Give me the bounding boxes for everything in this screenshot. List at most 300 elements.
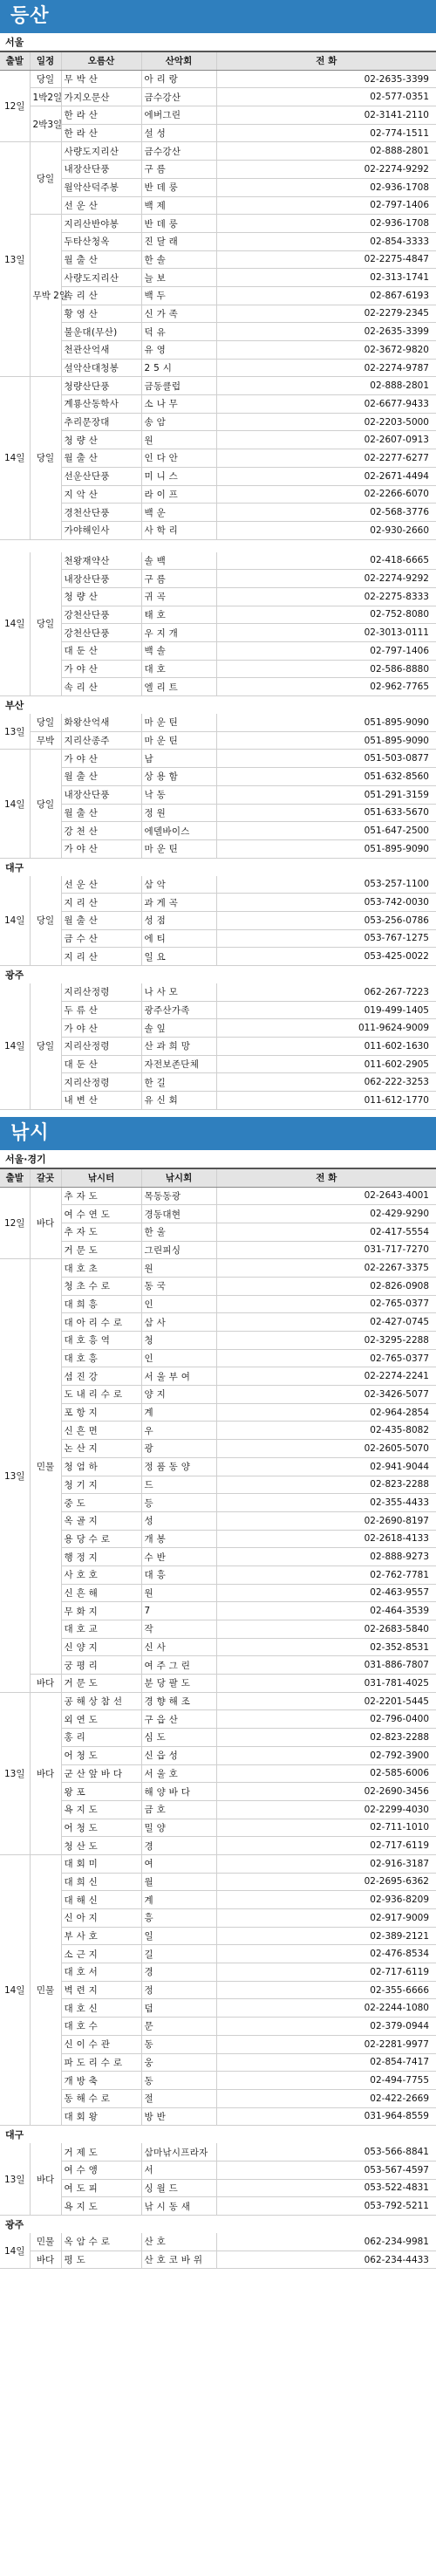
destination-cell: 사 호 호: [61, 1565, 141, 1584]
club-cell: 계: [141, 1891, 216, 1909]
phone-cell: 02-2274-2241: [216, 1367, 436, 1386]
header-cell: 산악회: [141, 51, 216, 70]
phone-cell: 02-2274-9787: [216, 359, 436, 377]
phone-cell: 02-2671-4494: [216, 467, 436, 485]
table-row: [0, 431, 436, 449]
destination-cell: 지 리 산: [61, 948, 141, 966]
date-cell: 14일: [0, 1854, 30, 2125]
destination-cell: 월 출 산: [61, 804, 141, 822]
destination-cell: 소 근 지: [61, 1945, 141, 1963]
club-cell: 라 이 프: [141, 485, 216, 504]
schedule-cell: 바다: [30, 1692, 61, 1854]
date-cell: 14일: [0, 750, 30, 858]
date-cell: 12일: [0, 70, 30, 142]
club-cell: 수 반: [141, 1548, 216, 1566]
destination-cell: 지리산종주: [61, 731, 141, 750]
table-row: [0, 1800, 436, 1819]
destination-cell: 지리산정령: [61, 983, 141, 1001]
phone-cell: 02-2299-4030: [216, 1800, 436, 1819]
destination-cell: 가 야 산: [61, 839, 141, 858]
destination-cell: 두 류 산: [61, 1001, 141, 1019]
table-row: [0, 1891, 436, 1909]
phone-cell: 02-355-6666: [216, 1981, 436, 1999]
phone-cell: 062-267-7223: [216, 983, 436, 1001]
phone-cell: 02-2266-6070: [216, 485, 436, 504]
table-row: [0, 731, 436, 750]
schedule-cell: 2박3일: [30, 106, 61, 142]
club-cell: 월: [141, 1873, 216, 1891]
club-cell: 동: [141, 2072, 216, 2090]
table-row: [0, 1764, 436, 1783]
schedule-cell: 당일: [30, 750, 61, 858]
club-cell: 신 사: [141, 1638, 216, 1656]
club-cell: 과 게 곡: [141, 894, 216, 912]
phone-cell: 053-767-1275: [216, 929, 436, 948]
club-cell: 자전보존단체: [141, 1055, 216, 1073]
club-cell: 반 데 룽: [141, 215, 216, 233]
table-row: [0, 2251, 436, 2269]
destination-cell: 천관산억새: [61, 341, 141, 360]
club-cell: 백 제: [141, 196, 216, 215]
table-row: [0, 2018, 436, 2036]
destination-cell: 대 호 교: [61, 1620, 141, 1639]
destination-cell: 화왕산억새: [61, 714, 141, 731]
destination-cell: 가야해인사: [61, 521, 141, 539]
phone-cell: 02-2275-4847: [216, 250, 436, 269]
phone-cell: 02-888-2801: [216, 377, 436, 395]
table-row: [0, 1819, 436, 1837]
table-row: [0, 1981, 436, 1999]
club-cell: 서 울 호: [141, 1764, 216, 1783]
destination-cell: 홍 리: [61, 1729, 141, 1747]
club-cell: 한 울: [141, 1223, 216, 1241]
club-cell: 반 데 룽: [141, 178, 216, 196]
club-cell: 아 리 랑: [141, 70, 216, 88]
table-row: [0, 839, 436, 858]
table-row: [0, 785, 436, 804]
schedule-cell: 민물: [30, 1854, 61, 2125]
club-cell: 산 과 희 망: [141, 1038, 216, 1056]
club-cell: 솔 백: [141, 552, 216, 570]
phone-cell: 02-2605-5070: [216, 1440, 436, 1458]
destination-cell: 대 회 왕: [61, 2107, 141, 2126]
club-cell: 계: [141, 1403, 216, 1422]
table-row: [0, 2161, 436, 2179]
destination-cell: 청 량 산: [61, 431, 141, 449]
club-cell: 일 요: [141, 948, 216, 966]
phone-cell: 02-823-2288: [216, 1476, 436, 1494]
phone-cell: 051-632-8560: [216, 768, 436, 786]
phone-cell: 02-888-9273: [216, 1548, 436, 1566]
club-cell: 구 름: [141, 161, 216, 179]
destination-cell: 가 야 산: [61, 1019, 141, 1038]
hiking-table: [0, 714, 436, 859]
table-row: [0, 894, 436, 912]
phone-cell: 02-2279-2345: [216, 305, 436, 323]
destination-cell: 신 양 지: [61, 1638, 141, 1656]
table-row: [0, 341, 436, 360]
destination-cell: 청 엄 하: [61, 1457, 141, 1476]
phone-cell: 053-256-0786: [216, 911, 436, 929]
destination-cell: 강천산단풍: [61, 624, 141, 642]
phone-cell: 02-823-2288: [216, 1729, 436, 1747]
phone-cell: 02-3426-5077: [216, 1386, 436, 1404]
destination-cell: 욕 지 도: [61, 2197, 141, 2216]
club-cell: 목동동광: [141, 1187, 216, 1205]
club-cell: 설 성: [141, 124, 216, 142]
club-cell: 흥: [141, 1909, 216, 1928]
club-cell: 덕 유: [141, 323, 216, 341]
phone-cell: 02-568-3776: [216, 504, 436, 522]
table-row: [0, 1963, 436, 1982]
fishing-table: [0, 2233, 436, 2269]
phone-cell: 02-2618-4133: [216, 1530, 436, 1548]
schedule-cell: 무박: [30, 731, 61, 750]
destination-cell: 선 운 산: [61, 196, 141, 215]
date-cell: 12일: [0, 1187, 30, 1259]
club-cell: 덤: [141, 1999, 216, 2018]
destination-cell: 청량산단풍: [61, 377, 141, 395]
table-row: [0, 1367, 436, 1386]
phone-cell: 02-2281-9977: [216, 2035, 436, 2053]
destination-cell: 지리산정령: [61, 1038, 141, 1056]
destination-cell: 설악산대청봉: [61, 359, 141, 377]
phone-cell: 02-765-0377: [216, 1349, 436, 1367]
table-row: [0, 1386, 436, 1404]
club-cell: 마 운 틴: [141, 714, 216, 731]
header-cell: 전 화: [216, 51, 436, 70]
destination-cell: 대 둔 산: [61, 1055, 141, 1073]
club-cell: 금동클럽: [141, 377, 216, 395]
destination-cell: 지리산정령: [61, 1073, 141, 1092]
club-cell: 여: [141, 1854, 216, 1873]
phone-cell: 02-3295-2288: [216, 1332, 436, 1350]
destination-cell: 대 호 서: [61, 1963, 141, 1982]
phone-cell: 02-494-7755: [216, 2072, 436, 2090]
table-row: [0, 1638, 436, 1656]
destination-cell: 선 운 산: [61, 876, 141, 894]
table-row: [0, 1548, 436, 1566]
destination-cell: 포 항 지: [61, 1403, 141, 1422]
club-cell: 남: [141, 750, 216, 768]
club-cell: 밀 양: [141, 1819, 216, 1837]
club-cell: 대 호: [141, 660, 216, 678]
destination-cell: 선운산단풍: [61, 467, 141, 485]
schedule-cell: 바다: [30, 2143, 61, 2215]
table-row: [0, 2197, 436, 2216]
table-row: [0, 1602, 436, 1620]
destination-cell: 청 기 지: [61, 1476, 141, 1494]
phone-cell: 031-964-8559: [216, 2107, 436, 2126]
club-cell: 진 달 래: [141, 232, 216, 250]
club-cell: 방 반: [141, 2107, 216, 2126]
table-header: [0, 51, 436, 70]
destination-cell: 여 수 앵: [61, 2161, 141, 2179]
table-row: [0, 1001, 436, 1019]
table-row: [0, 1055, 436, 1073]
table-row: [0, 2233, 436, 2251]
table-row: [0, 624, 436, 642]
club-cell: 솔 잎: [141, 1019, 216, 1038]
table-row: [0, 1494, 436, 1512]
table-row: [0, 323, 436, 341]
table-row: [0, 377, 436, 395]
phone-cell: 02-389-2121: [216, 1927, 436, 1945]
table-row: [0, 2072, 436, 2090]
date-cell: 14일: [0, 983, 30, 1109]
table-row: [0, 395, 436, 414]
destination-cell: 대 호 흥 역: [61, 1332, 141, 1350]
phone-cell: 053-567-4597: [216, 2161, 436, 2179]
phone-cell: 02-463-9557: [216, 1584, 436, 1602]
phone-cell: 02-464-3539: [216, 1602, 436, 1620]
destination-cell: 청 산 도: [61, 1837, 141, 1855]
destination-cell: 불운대(무산): [61, 323, 141, 341]
date-cell: 13일: [0, 2143, 30, 2215]
destination-cell: 어 청 도: [61, 1746, 141, 1764]
phone-cell: 02-2690-8197: [216, 1511, 436, 1530]
club-cell: 태 호: [141, 606, 216, 624]
destination-cell: 강천산단풍: [61, 606, 141, 624]
table-row: [0, 467, 436, 485]
destination-cell: 황 영 산: [61, 305, 141, 323]
club-cell: 경 향 해 조: [141, 1692, 216, 1710]
club-cell: 송 암: [141, 413, 216, 431]
region-label: 서울·경기: [5, 1153, 46, 1165]
table-row: [0, 1873, 436, 1891]
table-row: [0, 521, 436, 539]
phone-cell: 062-234-9981: [216, 2233, 436, 2251]
phone-cell: 053-566-8841: [216, 2143, 436, 2161]
club-cell: 정 품 동 양: [141, 1457, 216, 1476]
table-row: [0, 1854, 436, 1873]
destination-cell: 어 청 도: [61, 1819, 141, 1837]
destination-cell: 대 해 신: [61, 1891, 141, 1909]
destination-cell: 평 도: [61, 2251, 141, 2269]
table-row: [0, 413, 436, 431]
table-row: [0, 485, 436, 504]
schedule-cell: 바다: [30, 1187, 61, 1259]
destination-cell: 월 출 산: [61, 449, 141, 468]
table-row: [0, 1692, 436, 1710]
table-row: [0, 768, 436, 786]
club-cell: 귀 곡: [141, 587, 216, 606]
region-label: 부산: [5, 700, 24, 712]
table-row: [0, 215, 436, 233]
phone-cell: 02-379-0944: [216, 2018, 436, 2036]
destination-cell: 지 악 산: [61, 485, 141, 504]
club-cell: 서 울 부 여: [141, 1367, 216, 1386]
club-cell: 분 당 팔 도: [141, 1675, 216, 1693]
date-cell: 14일: [0, 552, 30, 696]
table-row: [0, 1729, 436, 1747]
destination-cell: 신 아 지: [61, 1909, 141, 1928]
phone-cell: 011-602-1630: [216, 1038, 436, 1056]
destination-cell: 내장산단풍: [61, 161, 141, 179]
phone-cell: 02-717-6119: [216, 1963, 436, 1982]
club-cell: 신 가 족: [141, 305, 216, 323]
table-row: [0, 822, 436, 840]
header-cell: 갈곳: [30, 1168, 61, 1187]
table-row: [0, 106, 436, 125]
club-cell: 해 양 바 다: [141, 1783, 216, 1801]
phone-cell: 02-2607-0913: [216, 431, 436, 449]
phone-cell: 053-257-1100: [216, 876, 436, 894]
destination-cell: 강 천 산: [61, 822, 141, 840]
phone-cell: 02-930-2660: [216, 521, 436, 539]
club-cell: 대 흥: [141, 1565, 216, 1584]
destination-cell: 사량도지리산: [61, 269, 141, 287]
table-row: [0, 606, 436, 624]
phone-cell: 02-2635-3399: [216, 70, 436, 88]
club-cell: 구 름: [141, 570, 216, 588]
table-row: [0, 804, 436, 822]
phone-cell: 02-936-1708: [216, 215, 436, 233]
header-cell: 일정: [30, 51, 61, 70]
club-cell: 등: [141, 1494, 216, 1512]
schedule-cell: 당일: [30, 142, 61, 215]
phone-cell: 051-895-9090: [216, 839, 436, 858]
schedule-cell: 바다: [30, 2251, 61, 2269]
table-row: [0, 1187, 436, 1205]
date-cell: 13일: [0, 1259, 30, 1693]
destination-cell: 내장산단풍: [61, 785, 141, 804]
club-cell: 정: [141, 1981, 216, 1999]
phone-cell: 02-962-7765: [216, 678, 436, 696]
club-cell: 여 주 그 린: [141, 1656, 216, 1675]
destination-cell: 속 리 산: [61, 286, 141, 305]
phone-cell: 051-895-9090: [216, 731, 436, 750]
club-cell: 인 다 안: [141, 449, 216, 468]
phone-cell: 02-2683-5840: [216, 1620, 436, 1639]
phone-cell: 02-762-7781: [216, 1565, 436, 1584]
destination-cell: 궁 평 리: [61, 1656, 141, 1675]
header-cell: 출발: [0, 1168, 30, 1187]
destination-cell: 가지오문산: [61, 88, 141, 106]
table-row: [0, 1511, 436, 1530]
club-cell: 백 솔: [141, 642, 216, 661]
table-row: [0, 1620, 436, 1639]
phone-cell: 02-3141-2110: [216, 106, 436, 125]
table-row: [0, 552, 436, 570]
region-label: 대구: [5, 2129, 24, 2141]
hiking-section: [0, 33, 436, 1110]
table-row: [0, 1332, 436, 1350]
phone-cell: 02-941-9044: [216, 1457, 436, 1476]
club-cell: 인: [141, 1295, 216, 1313]
destination-cell: 대 호 수: [61, 2018, 141, 2036]
phone-cell: 02-936-8209: [216, 1891, 436, 1909]
region-label: 광주: [5, 969, 24, 981]
destination-cell: 월악산덕주봉: [61, 178, 141, 196]
table-row: [0, 587, 436, 606]
club-cell: 성: [141, 1511, 216, 1530]
phone-cell: 02-427-0745: [216, 1313, 436, 1332]
destination-cell: 한 라 산: [61, 106, 141, 125]
phone-cell: 02-577-0351: [216, 88, 436, 106]
phone-cell: 02-774-1511: [216, 124, 436, 142]
club-cell: 성 점: [141, 911, 216, 929]
club-cell: 동 국: [141, 1277, 216, 1295]
destination-cell: 여 도 피: [61, 2179, 141, 2197]
phone-cell: 02-2274-9292: [216, 570, 436, 588]
destination-cell: 경천산단풍: [61, 504, 141, 522]
phone-cell: 051-503-0877: [216, 750, 436, 768]
club-cell: 우 지 개: [141, 624, 216, 642]
club-cell: 개 봉: [141, 1530, 216, 1548]
destination-cell: 청 초 수 로: [61, 1277, 141, 1295]
schedule-cell: 당일: [30, 377, 61, 539]
club-cell: 우: [141, 1422, 216, 1440]
club-cell: 산 호: [141, 2233, 216, 2251]
club-cell: 유 영: [141, 341, 216, 360]
phone-cell: 02-2244-1080: [216, 1999, 436, 2018]
table-row: [0, 250, 436, 269]
schedule-cell: 당일: [30, 70, 61, 88]
club-cell: 그린피싱: [141, 1241, 216, 1259]
table-row: [0, 449, 436, 468]
phone-cell: 02-585-6006: [216, 1764, 436, 1783]
phone-cell: 02-796-0400: [216, 1710, 436, 1729]
phone-cell: 02-2275-8333: [216, 587, 436, 606]
table-row: [0, 570, 436, 588]
club-cell: 미 니 스: [141, 467, 216, 485]
club-cell: 상 용 함: [141, 768, 216, 786]
destination-cell: 속 리 산: [61, 678, 141, 696]
phone-cell: 031-886-7807: [216, 1656, 436, 1675]
phone-cell: 02-586-8880: [216, 660, 436, 678]
club-cell: 원: [141, 431, 216, 449]
table-row: [0, 2179, 436, 2197]
phone-cell: 02-2635-3399: [216, 323, 436, 341]
table-row: [0, 70, 436, 88]
destination-cell: 대 둔 산: [61, 642, 141, 661]
phone-cell: 02-2277-6277: [216, 449, 436, 468]
club-cell: 원: [141, 1584, 216, 1602]
phone-cell: 031-717-7270: [216, 1241, 436, 1259]
table-row: [0, 1783, 436, 1801]
table-row: [0, 642, 436, 661]
club-cell: 광: [141, 1440, 216, 1458]
table-row: [0, 1909, 436, 1928]
table-row: [0, 88, 436, 106]
table-row: [0, 1584, 436, 1602]
hiking-table: [0, 552, 436, 697]
phone-cell: 053-522-4831: [216, 2179, 436, 2197]
table-row: [0, 1945, 436, 1963]
destination-cell: 외 연 도: [61, 1710, 141, 1729]
phone-cell: 02-2201-5445: [216, 1692, 436, 1710]
table-row: [0, 269, 436, 287]
club-cell: 청: [141, 1332, 216, 1350]
destination-cell: 가 야 산: [61, 750, 141, 768]
schedule-cell: 민물: [30, 1259, 61, 1675]
club-cell: 금수강산: [141, 88, 216, 106]
table-row: [0, 1295, 436, 1313]
club-cell: 마 운 틴: [141, 731, 216, 750]
phone-cell: 02-717-6119: [216, 1837, 436, 1855]
destination-cell: 월 출 산: [61, 768, 141, 786]
table-row: [0, 2053, 436, 2072]
phone-cell: 02-711-1010: [216, 1819, 436, 1837]
destination-cell: 대 회 미: [61, 1854, 141, 1873]
phone-cell: 02-797-1406: [216, 196, 436, 215]
phone-cell: 02-917-9009: [216, 1909, 436, 1928]
table-row: [0, 1999, 436, 2018]
phone-cell: 02-2203-5000: [216, 413, 436, 431]
table-row: [0, 1422, 436, 1440]
table-row: [0, 142, 436, 161]
